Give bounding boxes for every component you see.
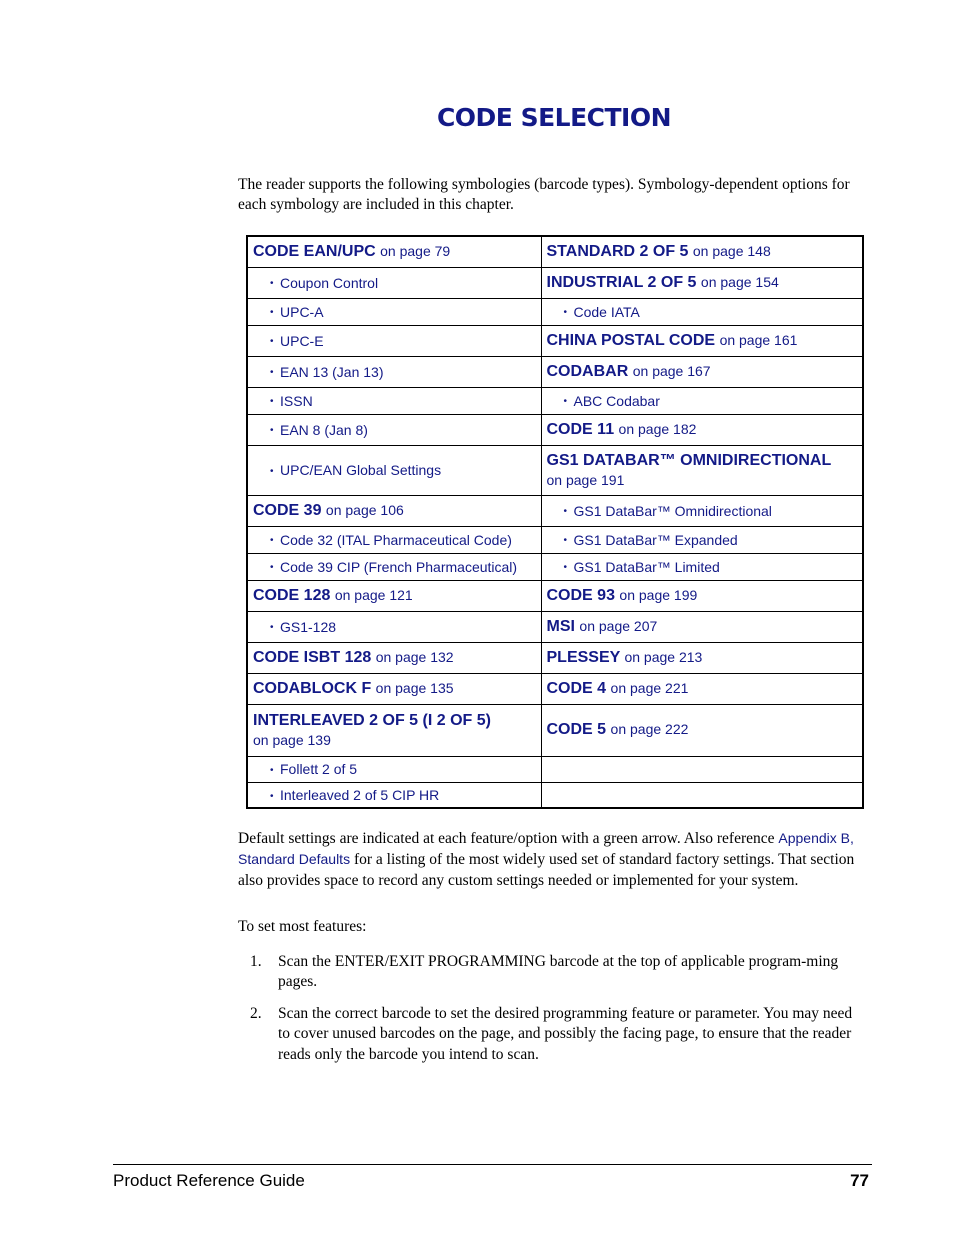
bullet-icon: • [270,790,274,802]
symbology-header-cell [541,673,863,704]
table-row [247,673,863,704]
symbology-subitem-cell [247,414,541,445]
page-reference-link[interactable]: on page 161 [719,331,798,348]
bullet-icon: • [563,307,568,319]
symbology-name[interactable]: CODE EAN/UPC [253,242,376,260]
symbology-name[interactable]: CODE 5 [546,721,607,738]
subitem-link[interactable]: ABC Codabar [573,392,660,409]
symbology-header-cell [247,580,541,611]
step-number: 2. [250,1004,262,1022]
intro-paragraph: The reader supports the following symbologies (barcode types). Symbology-dependent options for each symbology are included in this chapter. [238,176,850,214]
step-text: Scan the ENTER/EXIT PROGRAMMING barcode at the top of applicable program-ming pages. [278,953,839,991]
symbology-header-cell [247,236,541,267]
table-row [247,580,863,611]
symbology-header-cell [541,267,863,298]
table-row [247,495,863,526]
bullet-icon: • [563,535,568,547]
subitem-link[interactable]: EAN 8 (Jan 8) [280,421,368,438]
bullet-icon: • [270,622,274,634]
table-row [247,756,863,782]
symbology-header-cell [247,704,541,756]
symbology-name[interactable]: PLESSEY [546,648,621,666]
symbology-subitem-cell [541,495,863,526]
table-row [247,298,863,325]
defaults-text-before: Default settings are indicated at each feature/option with a green arrow. Also reference [238,830,779,847]
page-reference-link[interactable]: on page 79 [380,242,451,259]
symbology-subitem-cell [247,756,541,782]
appendix-b-link[interactable]: Appendix B, Standard Defaults [238,830,854,868]
table-row [247,782,863,808]
step-1 [238,952,868,993]
symbology-name[interactable]: GS1 DATABAR™ OMNIDIRECTIONAL [546,452,832,469]
subitem-link[interactable]: Code IATA [573,303,640,320]
symbology-name[interactable]: CODE 128 [253,586,331,604]
page-reference-link[interactable]: on page 132 [375,648,454,665]
page-reference-link[interactable]: on page 135 [375,679,454,696]
symbology-subitem-cell [247,298,541,325]
bullet-icon: • [270,425,274,437]
table-row [247,267,863,298]
page-reference-link[interactable]: on page 199 [619,586,698,603]
symbology-header-cell [541,580,863,611]
page-reference-link[interactable]: on page 207 [579,617,658,634]
page-number: 77 [850,1171,869,1190]
step-2 [238,1004,868,1065]
bullet-icon: • [270,535,274,547]
defaults-text-after: for a listing of the most widely used set of standard factory settings. That section also provides space to record any custom settings needed or implemented for your system. [238,851,855,889]
footer-rule [113,1164,872,1165]
subitem-link[interactable]: UPC-A [280,303,324,320]
table-row [247,236,863,267]
subitem-link[interactable]: GS1 DataBar™ Expanded [573,531,738,548]
symbology-subitem-cell [541,387,863,414]
symbology-header-cell [541,356,863,387]
symbology-header-cell [541,611,863,642]
symbology-subitem-cell [247,526,541,553]
table-row [247,553,863,580]
subitem-link[interactable]: UPC-E [280,332,324,349]
symbology-header-cell [541,236,863,267]
step-text: Scan the correct barcode to set the desired programming feature or parameter. You may need to cover unused barcodes on the page, and possibly the facing page, to ensure that the reader reads only the barcode you intend to scan. [278,1004,853,1063]
page-title: CODE SELECTION [436,103,672,132]
bullet-icon: • [563,396,568,408]
subitem-link[interactable]: UPC/EAN Global Settings [280,462,442,478]
symbology-header-cell [541,704,863,756]
symbology-subitem-cell [541,553,863,580]
symbology-subitem-cell [247,445,541,495]
symbology-subitem-cell [247,267,541,298]
page-reference-link[interactable]: on page 221 [610,679,689,696]
bullet-icon: • [270,367,274,379]
symbology-subitem-cell [247,553,541,580]
table-row [247,642,863,673]
step-number: 1. [250,953,262,970]
table-row [247,526,863,553]
symbology-name[interactable]: CODABLOCK F [253,679,372,697]
symbology-name[interactable]: INDUSTRIAL 2 OF 5 [546,273,697,291]
page-reference-link[interactable]: on page 139 [253,732,331,748]
bullet-icon: • [270,278,274,290]
symbology-header-cell [247,673,541,704]
steps-list [238,952,868,1076]
symbology-table [246,235,864,809]
subitem-link[interactable]: Interleaved 2 of 5 CIP HR [280,786,440,803]
symbology-header-cell [541,414,863,445]
symbology-subitem-cell [247,387,541,414]
subitem-link[interactable]: Follett 2 of 5 [280,761,358,777]
page-reference-link[interactable]: on page 154 [700,273,779,290]
symbology-name[interactable]: CHINA POSTAL CODE [546,331,716,349]
bullet-icon: • [270,465,274,477]
empty-cell [541,782,863,808]
symbology-subitem-cell [247,782,541,808]
symbology-name[interactable]: CODE 39 [253,501,322,519]
symbology-name[interactable]: MSI [546,617,575,635]
subitem-link[interactable]: ISSN [280,392,313,409]
empty-cell [541,756,863,782]
table-row [247,611,863,642]
symbology-name[interactable]: INTERLEAVED 2 OF 5 (I 2 OF 5) [253,712,491,729]
page-reference-link[interactable]: on page 182 [618,420,697,437]
symbology-name[interactable]: STANDARD 2 OF 5 [546,242,689,260]
symbology-name[interactable]: CODE 93 [546,586,615,604]
symbology-header-cell [247,495,541,526]
subitem-link[interactable]: GS1-128 [280,618,337,635]
table-row [247,704,863,756]
table-row [247,325,863,356]
to-set-text: To set most features: [238,918,367,935]
symbology-header-cell [541,445,863,495]
symbology-name[interactable]: CODE ISBT 128 [253,648,372,666]
symbology-subitem-cell [541,298,863,325]
table-row [247,387,863,414]
subitem-link[interactable]: GS1 DataBar™ Omnidirectional [573,502,772,519]
page-reference-link[interactable]: on page 106 [325,501,404,518]
symbology-subitem-cell [541,526,863,553]
page-reference-link[interactable]: on page 222 [610,721,689,737]
bullet-icon: • [270,396,274,408]
footer-guide-title: Product Reference Guide [113,1171,305,1190]
subitem-link[interactable]: GS1 DataBar™ Limited [573,558,720,575]
table-row [247,445,863,495]
bullet-icon: • [270,764,274,776]
table-row [247,414,863,445]
defaults-paragraph [238,828,868,891]
symbology-name[interactable]: CODE 4 [546,679,607,697]
page-reference-link[interactable]: on page 213 [624,648,703,665]
symbology-header-cell [541,642,863,673]
subitem-link[interactable]: Code 39 CIP (French Pharmaceutical) [280,558,518,575]
bullet-icon: • [270,336,274,348]
symbology-name[interactable]: CODABAR [546,362,629,380]
subitem-link[interactable]: EAN 13 (Jan 13) [280,363,384,380]
subitem-link[interactable]: Coupon Control [280,274,379,291]
table-row [247,356,863,387]
page-reference-link[interactable]: on page 121 [334,586,413,603]
bullet-icon: • [270,562,274,574]
page-reference-link[interactable]: on page 167 [632,362,711,379]
page-reference-link[interactable]: on page 148 [692,242,771,259]
page-reference-link[interactable]: on page 191 [546,472,625,488]
bullet-icon: • [563,562,568,574]
bullet-icon: • [270,307,274,319]
symbology-subitem-cell [247,356,541,387]
subitem-link[interactable]: Code 32 (ITAL Pharmaceutical Code) [280,531,512,548]
symbology-name[interactable]: CODE 11 [546,420,615,438]
symbology-header-cell [247,642,541,673]
symbology-subitem-cell [247,325,541,356]
symbology-header-cell [541,325,863,356]
symbology-subitem-cell [247,611,541,642]
bullet-icon: • [563,506,568,518]
